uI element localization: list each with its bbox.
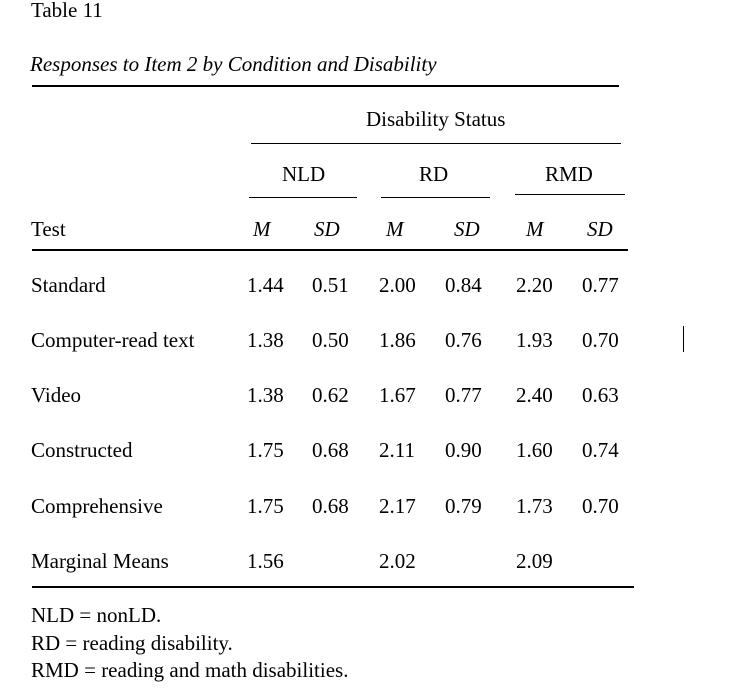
stub-header: Test <box>31 217 66 241</box>
table-cell: 0.51 <box>312 273 349 297</box>
group-rd-rule <box>381 197 490 198</box>
table-cell: 2.02 <box>379 549 416 573</box>
table-cell: 0.68 <box>312 438 349 462</box>
table-cell: 1.86 <box>379 328 416 352</box>
table-cell: 0.74 <box>582 438 619 462</box>
table-title: Responses to Item 2 by Condition and Disability <box>30 52 437 76</box>
table-cell: 1.38 <box>247 383 284 407</box>
group-nld: NLD <box>282 162 326 186</box>
table-cell: 1.73 <box>516 494 553 518</box>
table-cell: 0.50 <box>312 328 349 352</box>
table-cell: 0.77 <box>582 273 619 297</box>
stat-header-nld-m: M <box>253 217 271 241</box>
table-cell: 1.56 <box>247 549 284 573</box>
group-header: Disability Status <box>366 107 506 131</box>
table-label: Table 11 <box>31 0 103 22</box>
table-cell: 2.20 <box>516 273 553 297</box>
group-rmd: RMD <box>545 162 593 186</box>
group-rmd-rule <box>515 194 625 195</box>
table-cell: 2.40 <box>516 383 553 407</box>
table-cell: 1.75 <box>247 438 284 462</box>
row-label: Computer-read text <box>31 328 195 352</box>
table-cell: 2.09 <box>516 549 553 573</box>
table-cell: 1.93 <box>516 328 553 352</box>
table-note-rmd: RMD = reading and math disabilities. <box>31 658 349 682</box>
table-cell: 1.60 <box>516 438 553 462</box>
table-cell: 0.90 <box>445 438 482 462</box>
stat-header-rd-sd: SD <box>454 217 480 241</box>
table-cell: 0.77 <box>445 383 482 407</box>
bottom-rule <box>32 586 634 588</box>
table-cell: 0.62 <box>312 383 349 407</box>
table-cell: 1.67 <box>379 383 416 407</box>
stat-header-rmd-sd: SD <box>587 217 613 241</box>
table-cell: 1.38 <box>247 328 284 352</box>
row-label: Video <box>31 383 82 407</box>
stat-header-rmd-m: M <box>526 217 544 241</box>
table-cell: 0.79 <box>445 494 482 518</box>
header-rule <box>32 249 628 251</box>
stat-header-rd-m: M <box>386 217 404 241</box>
table-cell: 2.17 <box>379 494 416 518</box>
table-note-nld: NLD = nonLD. <box>31 603 162 627</box>
stat-header-nld-sd: SD <box>314 217 340 241</box>
top-rule <box>32 85 619 87</box>
group-nld-rule <box>249 197 357 198</box>
table-cell: 0.70 <box>582 494 619 518</box>
row-label: Comprehensive <box>31 494 163 518</box>
row-label: Standard <box>31 273 106 297</box>
table-cell: 0.68 <box>312 494 349 518</box>
group-rd: RD <box>419 162 449 186</box>
table-cell: 0.70 <box>582 328 619 352</box>
table-note-rd: RD = reading disability. <box>31 631 233 655</box>
text-cursor <box>683 326 684 352</box>
group-header-rule <box>251 143 621 144</box>
row-label: Marginal Means <box>31 549 169 573</box>
table-cell: 2.00 <box>379 273 416 297</box>
table-cell: 1.44 <box>247 273 284 297</box>
table-cell: 2.11 <box>379 438 415 462</box>
table-cell: 0.84 <box>445 273 482 297</box>
table-cell: 1.75 <box>247 494 284 518</box>
row-label: Constructed <box>31 438 133 462</box>
table-cell: 0.63 <box>582 383 619 407</box>
table-cell: 0.76 <box>445 328 482 352</box>
